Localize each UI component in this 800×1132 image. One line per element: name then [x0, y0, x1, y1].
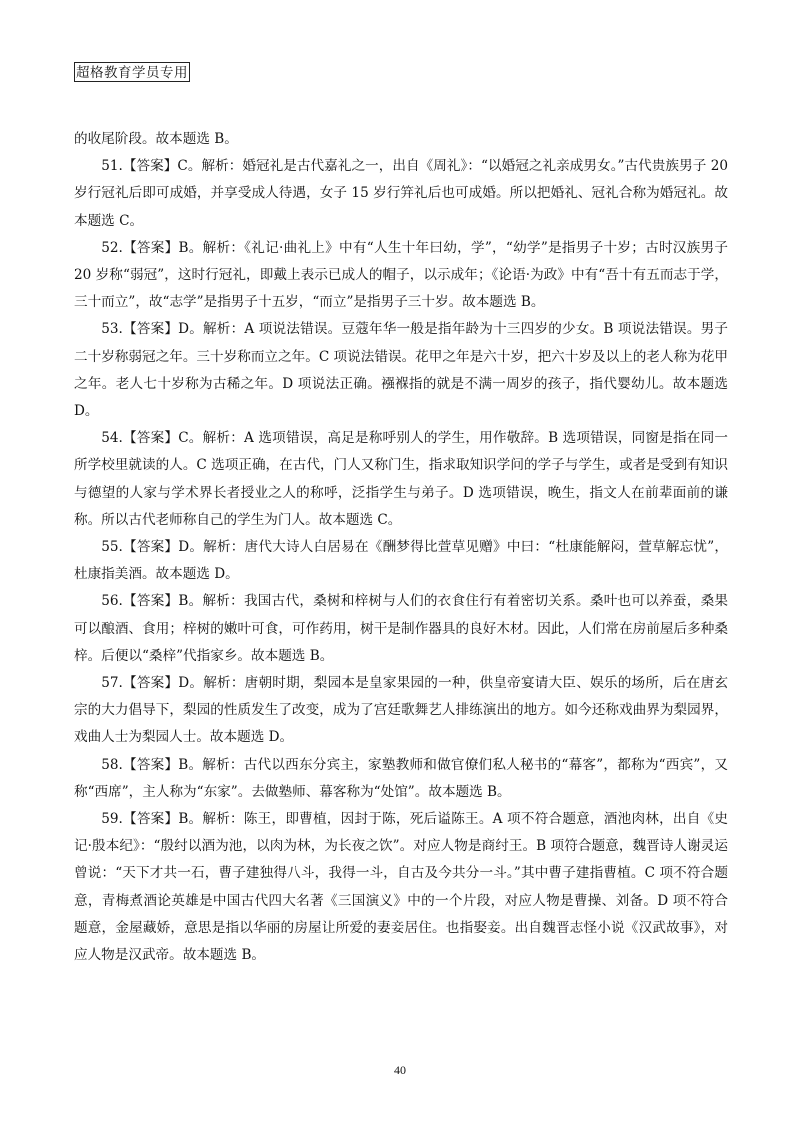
answer-59: 59.【答案】B。解析：陈王，即曹植，因封于陈，死后谥陈王。A 项不符合题意，酒池肉林，出自《史记·殷本纪》：“殷纣以酒为池，以肉为林，为长夜之饮”。对应人物是商纣王。B 项符合题意，魏晋诗人谢灵运曾说：“天下才共一石，曹子建独得八斗，我得一斗，自古及今共分一斗。”其中曹子建指曹植。C 项不符合题意，青梅煮酒论英雄是中国古代四大名著《三国演义》中的一个片段，对应人物是曹操、刘备。D 项不符合题意，金屋藏娇，意思是指以华丽的房屋让所爱的妻妾居住。也指娶妾。出自魏晋志怪小说《汉武故事》，对应人物是汉武帝。故本题选 B。 — [74, 811, 728, 964]
answer-58: 58.【答案】B。解析：古代以西东分宾主，家塾教师和做官僚们私人秘书的“幕客”，都称为“西宾”，又称“西席”，主人称为“东家”。去做塾师、幕客称为“处馆”。故本题选 B。 — [74, 756, 728, 800]
answer-54: 54.【答案】C。解析：A 选项错误，高足是称呼别人的学生，用作敬辞。B 选项错误，同窗是指在同一所学校里就读的人。C 选项正确，在古代，门人又称门生，指求取知识学问的学子与学生，或者是受到有知识与德望的人家与学术界长者授业之人的称呼，泛指学生与弟子。D 选项错误，晚生，指文人在前辈面前的谦称。所以古代老师称自己的学生为门人。故本题选 C。 — [74, 430, 728, 528]
paragraph-continuation: 的收尾阶段。故本题选 B。 — [74, 131, 238, 147]
answer-51: 51.【答案】C。解析：婚冠礼是古代嘉礼之一，出自《周礼》：“以婚冠之礼亲成男女。”古代贵族男子 20 岁行冠礼后即可成婚，并享受成人待遇，女子 15 岁行笄礼后也可成婚。所以把婚礼、冠礼合称为婚冠礼。故本题选 C。 — [74, 158, 728, 229]
page-number: 40 — [394, 1063, 406, 1077]
answer-57: 57.【答案】D。解析：唐朝时期，梨园本是皇家果园的一种，供皇帝宴请大臣、娱乐的场所，后在唐玄宗的大力倡导下，梨园的性质发生了改变，成为了宫廷歌舞艺人排练演出的地方。如今还称戏曲界为梨园界，戏曲人士为梨园人士。故本题选 D。 — [74, 675, 728, 746]
answer-text-body — [74, 126, 728, 969]
answer-53: 53.【答案】D。解析：A 项说法错误。豆蔻年华一般是指年龄为十三四岁的少女。B 项说法错误。男子二十岁称弱冠之年。三十岁称而立之年。C 项说法错误。花甲之年是六十岁，把六十岁及以上的老人称为花甲之年。老人七十岁称为古稀之年。D 项说法正确。襁褓指的就是不满一周岁的孩子，指代婴幼儿。故本题选 D。 — [74, 321, 728, 420]
answer-56: 56.【答案】B。解析：我国古代，桑树和梓树与人们的衣食住行有着密切关系。桑叶也可以养蚕，桑果可以酿酒、食用；梓树的嫩叶可食，可作药用，树干是制作器具的良好木材。因此，人们常在房前屋后多种桑梓。后便以“桑梓”代指家乡。故本题选 B。 — [74, 593, 728, 664]
answer-52: 52.【答案】B。解析：《礼记·曲礼上》中有“人生十年曰幼，学”，“幼学”是指男子十岁；古时汉族男子 20 岁称“弱冠”，这时行冠礼，即戴上表示已成人的帽子，以示成年；《论语·为政》中有“吾十有五而志于学，三十而立”，故“志学”是指男子十五岁，“而立”是指男子三十岁。故本题选 B。 — [74, 239, 728, 311]
header-stamp: 超格教育学员专用 — [74, 62, 190, 82]
answer-55: 55.【答案】D。解析：唐代大诗人白居易在《酬梦得比萱草见赠》中曰：“杜康能解闷，萱草解忘忧”，杜康指美酒。故本题选 D。 — [74, 539, 728, 583]
